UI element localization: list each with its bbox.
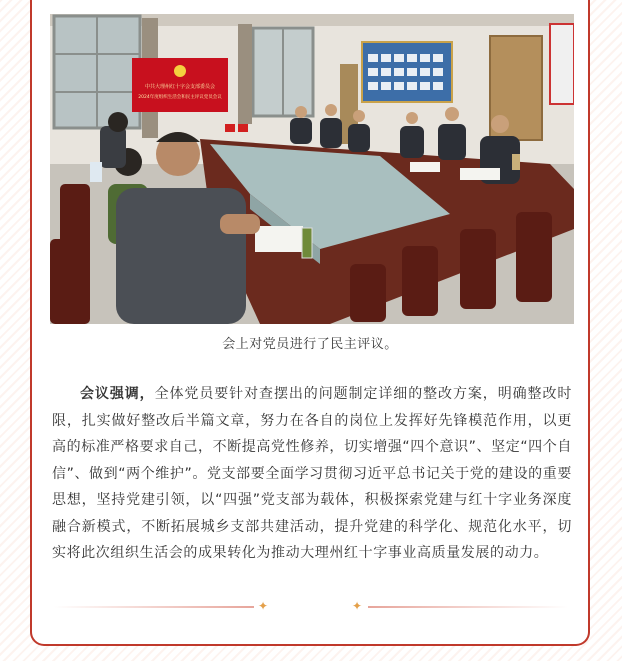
article-card xyxy=(30,0,590,646)
meeting-photo-illustration xyxy=(50,14,574,324)
paragraph-lead: 会议强调， xyxy=(80,386,155,402)
article-paragraph xyxy=(52,381,572,567)
photo-caption: 会上对党员进行了民主评议。 xyxy=(222,337,398,352)
star-ornament-right: ✦ xyxy=(352,599,363,613)
meeting-photo xyxy=(50,14,574,324)
divider-right xyxy=(368,606,568,608)
banner-subtitle: 2024年度组织生活会和民主评议党员会议 xyxy=(138,95,222,100)
divider-left xyxy=(54,606,254,608)
paragraph-body: 全体党员要针对查摆出的问题制定详细的整改方案，明确整改时限，扎实做好整改后半篇文章，努力在各自的岗位上发挥好先锋模范作用，以更高的标准严格要求自己，不断提高党性修养，切实增强“四个意识”、坚定“四个自信”、做到“两个维护”。党支部要全面学习贯彻习近平总书记关于党的建设的重要思想，坚持党建引领，以“四强”党支部为载体，积极探索党建与红十字业务深度融合新模式，不断拓展城乡支部共建活动，提升党建的科学化、规范化水平，切实将此次组织生活会的成果转化为推动大理州红十字事业高质量发展的动力。 xyxy=(52,386,572,561)
star-ornament-left: ✦ xyxy=(258,599,269,613)
banner-title: 中共大理州红十字会支部委员会 xyxy=(144,84,216,90)
